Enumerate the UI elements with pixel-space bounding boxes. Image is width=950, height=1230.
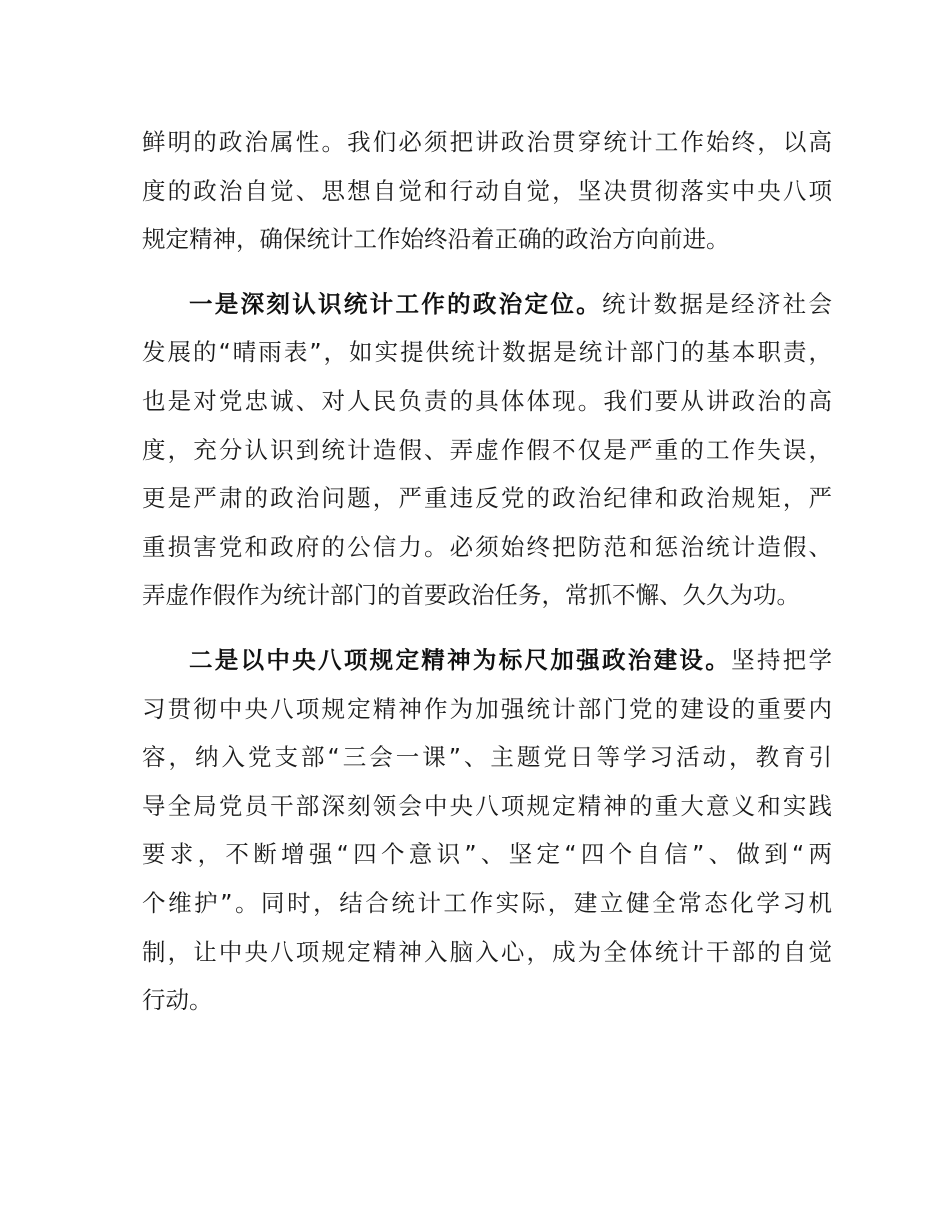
text-line: 也是对党忠诚、对人民负责的具体体现。我们要从讲政治的高: [142, 386, 832, 415]
text-line: 弄虚作假作为统计部门的首要政治任务，常抓不懈、久久为功。: [142, 581, 800, 610]
text-line: 行动。: [142, 986, 213, 1015]
text-line: 制，让中央八项规定精神入脑入心，成为全体统计干部的自觉: [142, 937, 832, 966]
text-line: [142, 636, 832, 685]
text-line: 更是严肃的政治问题，严重违反党的政治纪律和政治规矩，严: [142, 484, 832, 513]
text-line: 度，充分认识到统计造假、弄虚作假不仅是严重的工作失误，: [142, 435, 832, 464]
text-line: 要求，不断增强“四个意识”、坚定“四个自信”、做到“两: [142, 840, 832, 869]
text-line: 容，纳入党支部“三会一课”、主题党日等学习活动，教育引: [142, 743, 832, 772]
section-heading-1: 一是深刻认识统计工作的政治定位。: [189, 289, 602, 318]
text-line: 度的政治自觉、思想自觉和行动自觉，坚决贯彻落实中央八项: [142, 176, 832, 205]
text-line: 规定精神，确保统计工作始终沿着正确的政治方向前进。: [142, 225, 730, 254]
text-run: 坚持把学: [731, 645, 832, 674]
paragraph-political-construction: [142, 636, 832, 1025]
text-line: 重损害党和政府的公信力。必须始终把防范和惩治统计造假、: [142, 532, 832, 561]
document-body: [142, 118, 832, 1025]
text-line: 习贯彻中央八项规定精神作为加强统计部门党的建设的重要内: [142, 694, 832, 723]
text-line: 个维护”。同时，结合统计工作实际，建立健全常态化学习机: [142, 888, 832, 917]
paragraph-political-attribute: [142, 118, 832, 264]
text-line: 导全局党员干部深刻领会中央八项规定精神的重大意义和实践: [142, 791, 832, 820]
text-line: 发展的“晴雨表”，如实提供统计数据是统计部门的基本职责，: [142, 338, 832, 367]
section-heading-2: 二是以中央八项规定精神为标尺加强政治建设。: [189, 645, 732, 674]
paragraph-political-positioning: [142, 280, 832, 620]
text-line: 鲜明的政治属性。我们必须把讲政治贯穿统计工作始终，以高: [142, 128, 832, 156]
text-run: 统计数据是经济社会: [602, 289, 832, 318]
text-line: [142, 280, 832, 329]
